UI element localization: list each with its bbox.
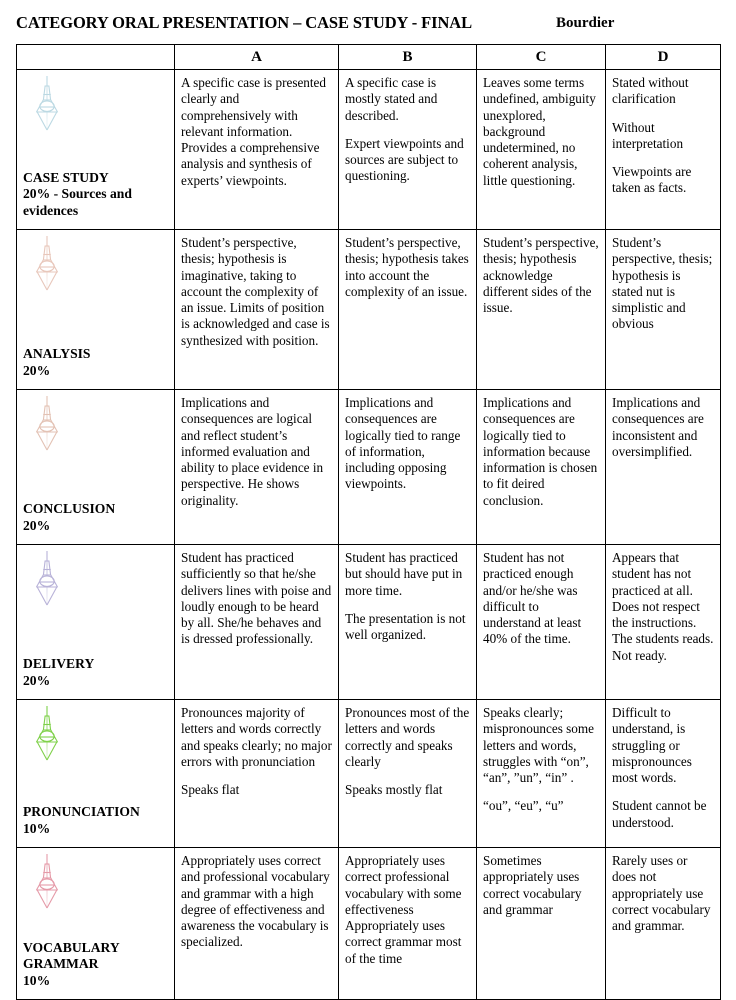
criterion-cell-delivery [17, 545, 175, 700]
descriptor-d [612, 235, 714, 333]
criterion-cell-conclusion [17, 390, 175, 545]
descriptor-c [483, 705, 599, 815]
level-d-cell-analysis [606, 230, 721, 390]
descriptor-paragraph: Leaves some terms undefined, ambiguity unexplored, background undetermined, no coherent analysis, little questioning. [483, 75, 596, 188]
level-d-cell-conclusion [606, 390, 721, 545]
descriptor-paragraph: Pronounces most of the letters and words correctly and speaks clearly [345, 705, 470, 769]
level-c-cell-analysis [477, 230, 606, 390]
level-d-cell-delivery [606, 545, 721, 700]
descriptor-c [483, 395, 599, 509]
descriptor-paragraph: Student’s perspective, thesis; hypothesis takes into account the complexity of an issue. [345, 235, 469, 299]
descriptor-paragraph: Expert viewpoints and sources are subject to questioning. [345, 135, 464, 184]
descriptor-paragraph: Pronounces majority of letters and words correctly and speaks clearly; no major errors with pronunciation [181, 705, 332, 769]
level-c-cell-delivery [477, 545, 606, 700]
descriptor-paragraph: A specific case is presented clearly and comprehensively with relevant information. Provides a comprehensive analysis and synthesis of experts’ viewpoints. [181, 75, 327, 188]
descriptor-c [483, 550, 599, 648]
descriptor-paragraph: Viewpoints are taken as facts. [612, 164, 692, 196]
level-a-cell-pronunciation [175, 700, 339, 848]
descriptor-paragraph: Student has not practiced enough and/or he/she was difficult to understand at least 40% of the time. [483, 550, 582, 647]
descriptor-paragraph: Without interpretation [612, 119, 684, 151]
table-header-row [17, 45, 721, 70]
descriptor-d [612, 853, 714, 934]
level-a-cell-analysis [175, 230, 339, 390]
descriptor-d [612, 705, 714, 831]
descriptor-paragraph: A specific case is mostly stated and described. [345, 75, 438, 123]
table-row [17, 70, 721, 230]
criterion-cell-vocabulary-grammar [17, 848, 175, 1000]
column-header-c: C [477, 45, 606, 70]
descriptor-paragraph: Speaks flat [181, 782, 240, 798]
column-header-criterion [17, 45, 175, 70]
descriptor-paragraph: Student’s perspective, thesis; hypothesis is imaginative, taking to account the complexity of an issue. Limits of position is acknowledged and case is synthesized with position. [181, 235, 330, 348]
eiffel-tower-icon [27, 704, 67, 762]
descriptor-d [612, 550, 714, 664]
descriptor-a [181, 853, 332, 951]
descriptor-d [612, 75, 714, 197]
descriptor-paragraph: Implications and consequences are inconsistent and oversimplified. [612, 395, 704, 459]
level-b-cell-delivery [339, 545, 477, 700]
criterion-label-delivery: DELIVERY 20% [23, 656, 168, 693]
level-a-cell-case-study [175, 70, 339, 230]
descriptor-paragraph: Rarely uses or does not appropriately use correct vocabulary and grammar. [612, 853, 711, 934]
level-a-cell-vocabulary-grammar [175, 848, 339, 1000]
descriptor-paragraph: Student’s perspective, thesis; hypothesis acknowledge different sides of the issue. [483, 235, 599, 316]
author-name: Bourdier [556, 14, 615, 31]
document-header [16, 10, 720, 36]
eiffel-tower-icon [27, 852, 67, 910]
level-c-cell-case-study [477, 70, 606, 230]
table-row [17, 545, 721, 700]
descriptor-b [345, 853, 470, 967]
descriptor-c [483, 75, 599, 189]
descriptor-paragraph: Student has practiced sufficiently so that he/she delivers lines with poise and loudly enough to be heard by all. She/he behaves and is dressed professionally. [181, 550, 332, 647]
descriptor-paragraph: Implications and consequences are logical and reflect student’s informed evaluation and ability to place evidence in perspective. He shows originality. [181, 395, 324, 508]
descriptor-b [345, 550, 470, 643]
descriptor-paragraph: Implications and consequences are logically tied to information because information is chosen to fit deired conclusion. [483, 395, 598, 508]
criterion-cell-analysis [17, 230, 175, 390]
descriptor-a [181, 550, 332, 648]
criterion-weight: 20% [23, 517, 51, 533]
criterion-weight: 10% [23, 820, 51, 836]
table-body [17, 70, 721, 1000]
level-a-cell-conclusion [175, 390, 339, 545]
criterion-weight: 20% - Sources and evidences [23, 186, 132, 218]
descriptor-paragraph: Stated without clarification [612, 75, 689, 107]
descriptor-a [181, 235, 332, 349]
eiffel-tower-icon [27, 549, 67, 607]
descriptor-c [483, 235, 599, 316]
criterion-label-vocabulary-grammar: VOCABULARY GRAMMAR 10% [23, 940, 168, 993]
eiffel-tower-icon [27, 74, 67, 132]
level-b-cell-conclusion [339, 390, 477, 545]
level-c-cell-conclusion [477, 390, 606, 545]
level-b-cell-case-study [339, 70, 477, 230]
descriptor-paragraph: Appropriately uses correct professional vocabulary with some effectiveness Appropriately uses correct grammar most of the time [345, 853, 462, 966]
table-row [17, 848, 721, 1000]
descriptor-a [181, 395, 332, 509]
column-header-d: D [606, 45, 721, 70]
descriptor-paragraph: Appropriately uses correct and professional vocabulary and grammar with a high degree of effectiveness and awareness the vocabulary is specialized. [181, 853, 330, 950]
criterion-label-case-study: CASE STUDY 20% - Sources and evidences [23, 170, 168, 223]
criterion-weight: 20% [23, 672, 51, 688]
descriptor-a [181, 705, 332, 798]
criterion-weight: 20% [23, 362, 51, 378]
descriptor-b [345, 75, 470, 185]
descriptor-d [612, 395, 714, 460]
descriptor-paragraph: The presentation is not well organized. [345, 610, 466, 643]
criterion-cell-case-study [17, 70, 175, 230]
descriptor-b [345, 705, 470, 798]
descriptor-paragraph: Appears that student has not practiced at all. Does not respect the instructions. The students reads. Not ready. [612, 550, 714, 663]
descriptor-c [483, 853, 599, 918]
level-d-cell-case-study [606, 70, 721, 230]
descriptor-paragraph: Student’s perspective, thesis; hypothesis is stated nut is simplistic and obvious [612, 235, 713, 332]
eiffel-tower-icon [27, 234, 67, 292]
descriptor-paragraph: Implications and consequences are logically tied to range of information, including opposing viewpoints. [345, 395, 461, 492]
descriptor-paragraph: Sometimes appropriately uses correct vocabulary and grammar [483, 853, 582, 917]
level-c-cell-pronunciation [477, 700, 606, 848]
column-header-b: B [339, 45, 477, 70]
level-d-cell-pronunciation [606, 700, 721, 848]
descriptor-paragraph: Speaks mostly flat [345, 782, 443, 798]
criterion-cell-pronunciation [17, 700, 175, 848]
descriptor-b [345, 395, 470, 493]
level-b-cell-vocabulary-grammar [339, 848, 477, 1000]
descriptor-a [181, 75, 332, 189]
descriptor-paragraph: Speaks clearly; mispronounces some letters and words, struggles with “on”, “an”, ”un”, “in” . [483, 705, 594, 786]
criterion-label-pronunciation: PRONUNCIATION 10% [23, 804, 168, 841]
criterion-label-analysis: ANALYSIS 20% [23, 346, 168, 383]
descriptor-paragraph: “ou”, “eu”, “u” [483, 798, 564, 814]
level-c-cell-vocabulary-grammar [477, 848, 606, 1000]
level-d-cell-vocabulary-grammar [606, 848, 721, 1000]
descriptor-paragraph: Difficult to understand, is struggling or mispronounces most words. [612, 705, 692, 786]
level-b-cell-analysis [339, 230, 477, 390]
criterion-label-conclusion: CONCLUSION 20% [23, 501, 168, 538]
descriptor-paragraph: Student has practiced but should have put in more time. [345, 550, 463, 598]
level-a-cell-delivery [175, 545, 339, 700]
table-row [17, 700, 721, 848]
level-b-cell-pronunciation [339, 700, 477, 848]
eiffel-tower-icon [27, 394, 67, 452]
column-header-a: A [175, 45, 339, 70]
descriptor-b [345, 235, 470, 300]
rubric-table [16, 44, 721, 1000]
descriptor-paragraph: Student cannot be understood. [612, 798, 707, 830]
criterion-weight: 10% [23, 972, 51, 988]
table-row [17, 230, 721, 390]
page-title: CATEGORY ORAL PRESENTATION – CASE STUDY - FINAL [16, 13, 473, 32]
table-row [17, 390, 721, 545]
